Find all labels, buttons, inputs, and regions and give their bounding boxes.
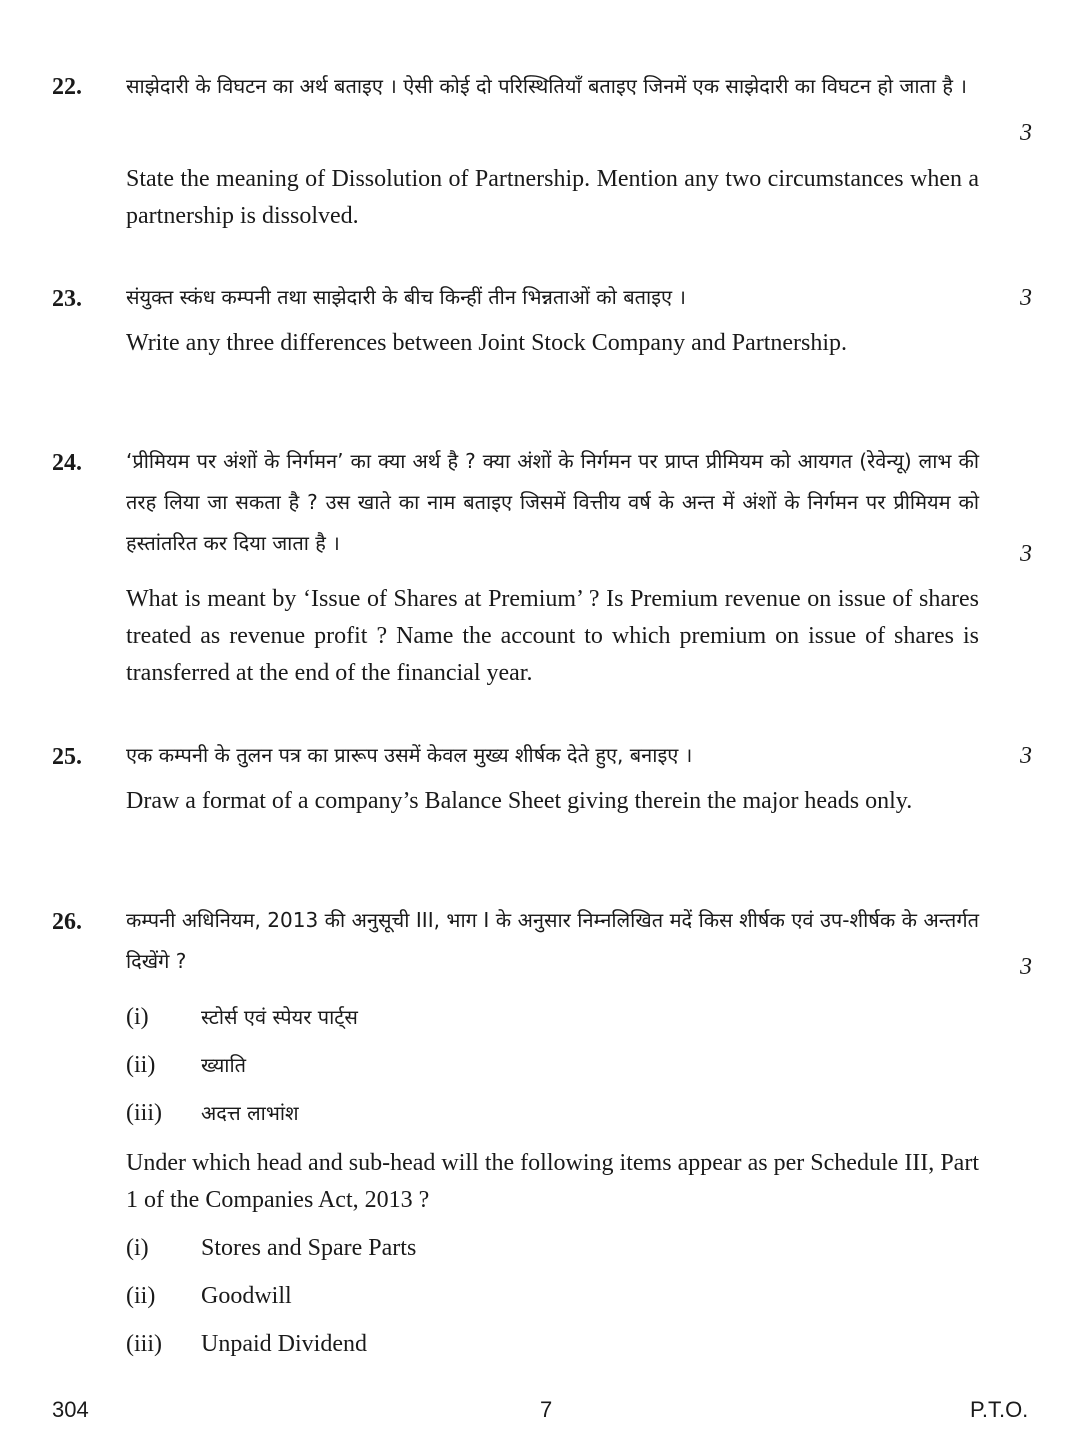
question-english-text: Write any three differences between Joint Stock Company and Partnership. bbox=[126, 330, 848, 356]
list-item-number: (ii) bbox=[126, 1283, 156, 1309]
question-english-text: Draw a format of a company’s Balance Sheet giving therein the major heads only. bbox=[126, 788, 913, 814]
list-item-number: (iii) bbox=[126, 1100, 162, 1126]
question-english-text: State the meaning of Dissolution of Partnership. Mention any two circumstances when a partnership is dissolved. bbox=[126, 166, 979, 229]
list-item-label: Goodwill bbox=[201, 1283, 292, 1309]
question-hindi-text: कम्पनी अधिनियम, 2013 की अनुसूची III, भाग I के अनुसार निम्नलिखित मदें किस शीर्षक एवं उप-शीर्षक के अन्तर्गत दिखेंगे ? bbox=[126, 908, 979, 973]
list-item-label: स्टोर्स एवं स्पेयर पार्ट्स bbox=[201, 1005, 358, 1029]
paper-code: 304 bbox=[52, 1397, 89, 1422]
question-hindi-text: एक कम्पनी के तुलन पत्र का प्रारूप उसमें केवल मुख्य शीर्षक देते हुए, बनाइए । bbox=[126, 743, 693, 767]
list-item-label: ख्याति bbox=[201, 1053, 247, 1077]
list-item-number: (iii) bbox=[126, 1331, 162, 1357]
list-item-label: अदत्त लाभांश bbox=[201, 1101, 299, 1125]
question-english-text: What is meant by ‘Issue of Shares at Premium’ ? Is Premium revenue on issue of shares treated as revenue profit ? Name the account to which premium on issue of shares is transferred at the end of the financial year. bbox=[126, 586, 979, 686]
question-number: 23. bbox=[52, 286, 82, 312]
list-item-number: (i) bbox=[126, 1235, 149, 1261]
question-hindi-text: संयुक्त स्कंध कम्पनी तथा साझेदारी के बीच किन्हीं तीन भिन्नताओं को बताइए । bbox=[126, 285, 687, 309]
question-marks: 3 bbox=[1020, 954, 1032, 980]
list-item-label: Stores and Spare Parts bbox=[201, 1235, 417, 1261]
question-number: 26. bbox=[52, 909, 82, 935]
question-marks: 3 bbox=[1020, 120, 1032, 146]
list-item-label: Unpaid Dividend bbox=[201, 1331, 367, 1357]
question-number: 24. bbox=[52, 450, 82, 476]
question-english-text: Under which head and sub-head will the following items appear as per Schedule III, Part 1 of the Companies Act, 2013 ? bbox=[126, 1150, 979, 1213]
question-marks: 3 bbox=[1020, 285, 1032, 311]
question-marks: 3 bbox=[1020, 743, 1032, 769]
question-number: 25. bbox=[52, 744, 82, 770]
please-turn-over: P.T.O. bbox=[970, 1397, 1029, 1422]
question-hindi-text: साझेदारी के विघटन का अर्थ बताइए । ऐसी कोई दो परिस्थितियाँ बताइए जिनमें एक साझेदारी का विघटन हो जाता है । bbox=[126, 74, 967, 98]
question-marks: 3 bbox=[1020, 541, 1032, 567]
page-number: 7 bbox=[540, 1397, 553, 1422]
list-item-number: (i) bbox=[126, 1004, 149, 1030]
question-hindi-text: ‘प्रीमियम पर अंशों के निर्गमन’ का क्या अर्थ है ? क्या अंशों के निर्गमन पर प्राप्त प्रीमियम को आयगत (रेवेन्यू) लाभ की तरह लिया जा सकता है ? उस खाते का नाम बताइए जिसमें वित्तीय वर्ष के अन्त में अंशों के निर्गमन पर प्रीमियम को हस्तांतरित कर दिया जाता है । bbox=[126, 449, 979, 555]
question-number: 22. bbox=[52, 74, 82, 100]
list-item-number: (ii) bbox=[126, 1052, 156, 1078]
